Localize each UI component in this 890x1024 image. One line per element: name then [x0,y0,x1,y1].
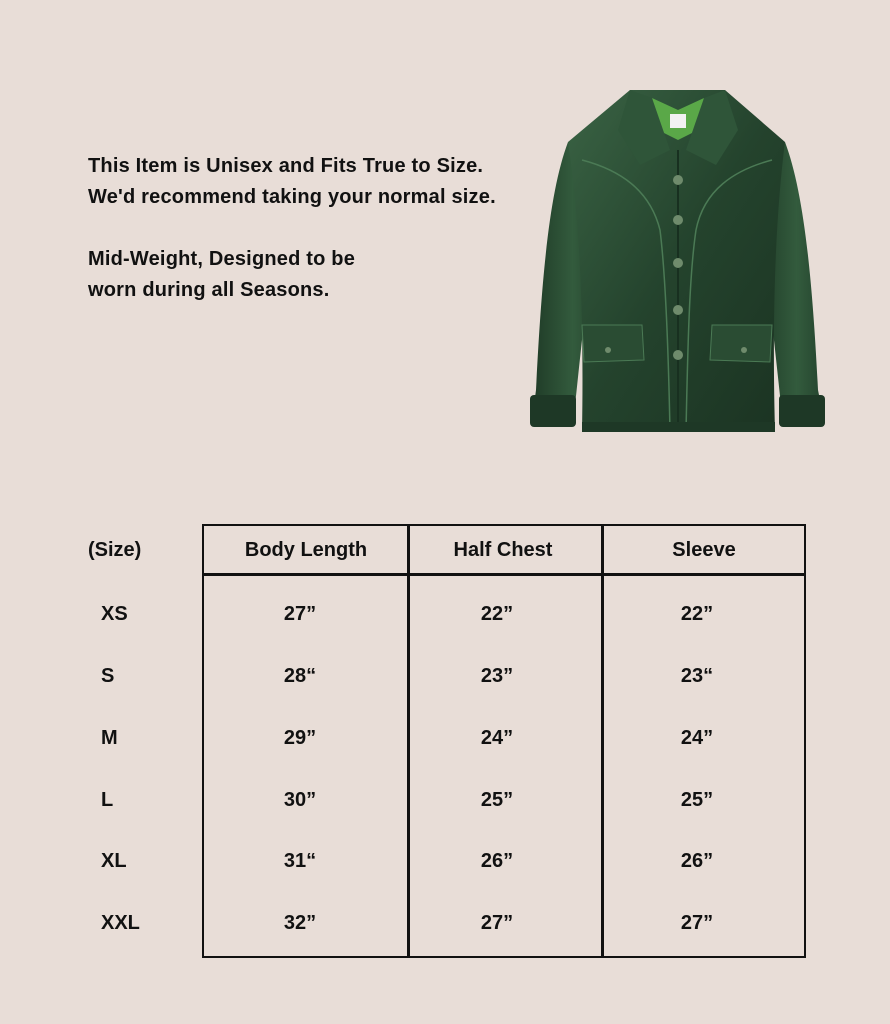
size-label: L [101,789,114,811]
size-label: XS [101,603,128,625]
header-divider [202,573,806,576]
body-length-value: 29” [283,727,317,749]
fit-description [88,151,496,213]
half-chest-value: 26” [480,850,514,872]
size-label: XXL [101,912,140,934]
weight-line-2: worn during all Seasons. [88,279,330,301]
half-chest-value: 27” [480,912,514,934]
fit-line-2: We'd recommend taking your normal size. [88,186,496,208]
sleeve-value: 27” [680,912,714,934]
column-divider [407,524,410,958]
sleeve-value: 23“ [680,665,714,687]
fit-line-1: This Item is Unisex and Fits True to Size. [88,155,484,177]
size-label: XL [101,850,127,872]
weight-line-1: Mid-Weight, Designed to be [88,248,356,270]
sleeve-value: 26” [680,850,714,872]
green-leather-jacket-icon [520,70,835,440]
sleeve-value: 22” [680,603,714,625]
half-chest-value: 22” [480,603,514,625]
half-chest-value: 23” [480,665,514,687]
body-length-value: 31“ [283,850,317,872]
sleeve-value: 25” [680,789,714,811]
header-half-chest: Half Chest [453,539,553,561]
size-label: M [101,727,118,749]
body-length-value: 30” [283,789,317,811]
half-chest-value: 24” [480,727,514,749]
half-chest-value: 25” [480,789,514,811]
column-divider [601,524,604,958]
header-sleeve: Sleeve [672,539,736,561]
header-body-length: Body Length [244,539,368,561]
body-length-value: 28“ [283,665,317,687]
body-length-value: 32” [283,912,317,934]
size-column-label: (Size) [88,539,142,561]
weight-description [88,244,355,306]
sleeve-value: 24” [680,727,714,749]
body-length-value: 27” [283,603,317,625]
size-label: S [101,665,115,687]
